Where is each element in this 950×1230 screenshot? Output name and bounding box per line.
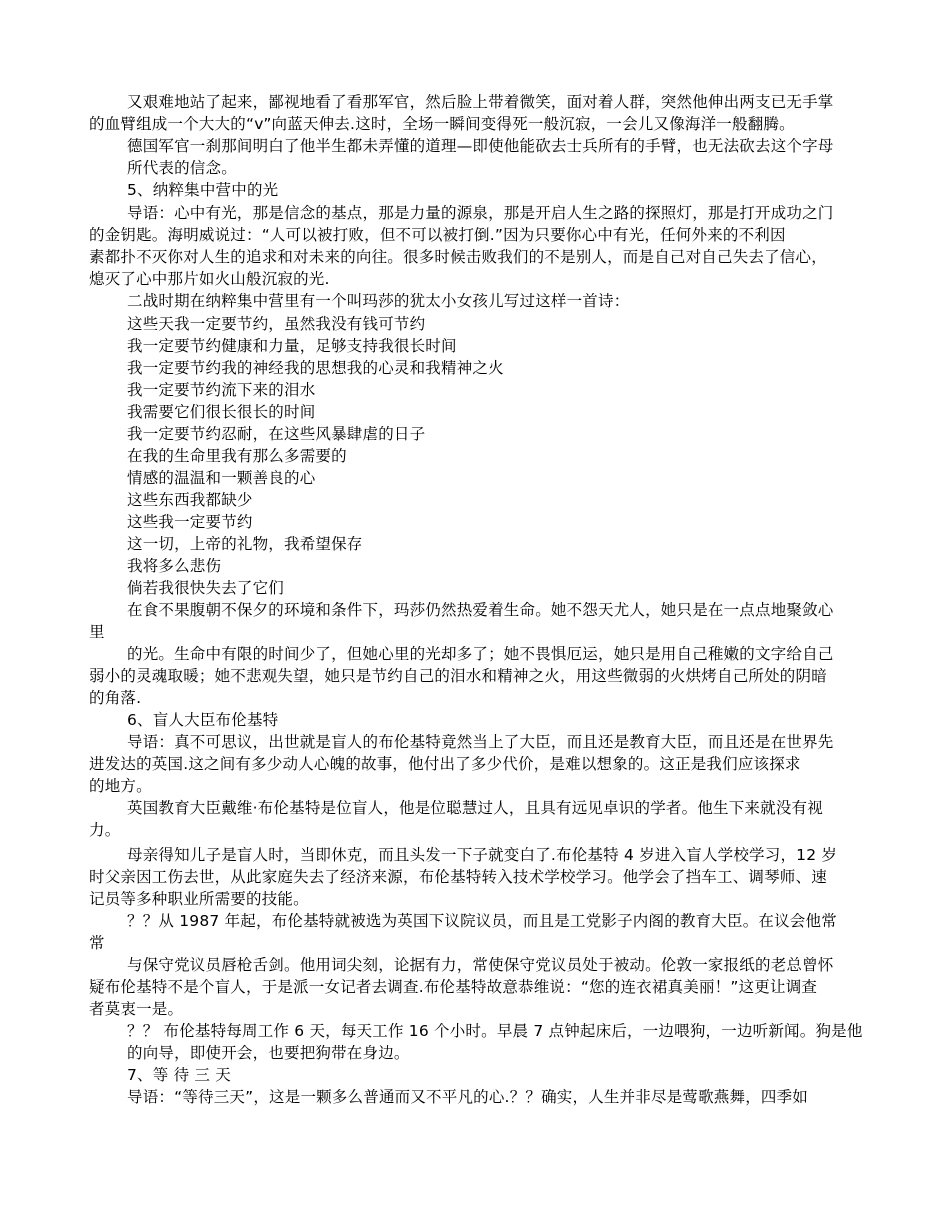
poem-line: 在我的生命里我有那么多需要的 (127, 447, 347, 465)
text-line: 与保守党议员唇枪舌剑。他用词尖刻，论据有力，常使保守党议员处于被动。伦敦一家报纸的老总曾怀 (127, 956, 834, 974)
poem-line: 我一定要节约流下来的泪水 (127, 381, 316, 399)
poem-line: 这些天我一定要节约，虽然我没有钱可节约 (127, 315, 426, 333)
text-line: 英国教育大臣戴维·布伦基特是位盲人，他是位聪慧过人，且具有远见卓识的学者。他生下来就没有视 (127, 799, 823, 817)
text-line: 的金钥匙。海明威说过：“人可以被打败，但不可以被打倒.”因为只要你心中有光，任何外来的不利因 (89, 226, 786, 244)
poem-line: 我一定要节约忍耐，在这些风暴肆虐的日子 (127, 425, 426, 443)
text-line: 的地方。 (89, 777, 152, 795)
text-line: 的光。生命中有限的时间少了，但她心里的光却多了；她不畏惧厄运，她只是用自己稚嫩的文字给自己 (127, 645, 834, 663)
text-line: 导语：心中有光，那是信念的基点，那是力量的源泉，那是开启人生之路的探照灯，那是打开成功之门 (127, 204, 834, 222)
text-line: 常 (89, 934, 105, 952)
poem-line: 这些东西我都缺少 (127, 491, 253, 509)
poem-line: 我需要它们很长很长的时间 (127, 403, 316, 421)
text-line: 二战时期在纳粹集中营里有一个叫玛莎的犹太小女孩儿写过这样一首诗： (127, 292, 630, 310)
text-line: 熄灭了心中那片如火山般沉寂的光. (89, 270, 330, 288)
text-line: 的角落. (89, 689, 142, 707)
text-line: 母亲得知儿子是盲人时，当即休克，而且头发一下子就变白了.布伦基特 4 岁进入盲人学校学习，12 岁 (127, 846, 838, 864)
poem-line: 我将多么悲伤 (127, 557, 222, 575)
text-line: ？？从 1987 年起，布伦基特就被选为英国下议院议员，而且是工党影子内阁的教育大臣。在议会他常 (127, 912, 837, 930)
text-line: 记员等多种职业所需要的技能。 (89, 890, 309, 908)
poem-line: 这些我一定要节约 (127, 513, 253, 531)
text-line: 又艰难地站了起来，鄙视地看了看那军官，然后脸上带着微笑，面对着人群，突然他伸出两支已无手掌 (127, 93, 834, 111)
text-line: 在食不果腹朝不保夕的环境和条件下，玛莎仍然热爱着生命。她不怨天尤人，她只是在一点点地聚敛心 (127, 601, 834, 619)
poem-line: 我一定要节约我的神经我的思想我的心灵和我精神之火 (127, 359, 504, 377)
text-line: ？？ 布伦基特每周工作 6 天，每天工作 16 个小时。早晨 7 点钟起床后，一边喂狗，一边听新闻。狗是他 (127, 1022, 863, 1040)
text-line: 时父亲因工伤去世，从此家庭失去了经济来源，布伦基特转入技术学校学习。他学会了挡车工、调琴师、速 (89, 868, 827, 886)
section-heading: 7、等 待 三 天 (127, 1066, 231, 1084)
section-heading: 5、纳粹集中营中的光 (127, 181, 279, 199)
text-line: 导语：真不可思议，出世就是盲人的布伦基特竟然当上了大臣，而且还是教育大臣，而且还是在世界先 (127, 733, 834, 751)
text-line: 导语：“等待三天”，这是一颗多么普通而又不平凡的心.？？确实，人生并非尽是莺歌燕舞，四季如 (127, 1088, 808, 1106)
text-line: 疑布伦基特不是个盲人，于是派一女记者去调查.布伦基特故意恭维说：“您的连衣裙真美丽！”这更让调查 (89, 978, 818, 996)
text-line: 的向导，即使开会，也要把狗带在身边。 (127, 1044, 410, 1062)
text-line: 里 (89, 623, 105, 641)
text-line: 进发达的英国.这之间有多少动人心魄的故事，他付出了多少代价，是难以想象的。这正是我们应该探求 (89, 755, 801, 773)
poem-line: 情感的温温和一颗善良的心 (127, 469, 316, 487)
text-line: 者莫衷一是。 (89, 1000, 184, 1018)
poem-line: 这一切，上帝的礼物，我希望保存 (127, 535, 363, 553)
text-line: 力。 (89, 821, 121, 839)
text-line: 所代表的信念。 (127, 159, 237, 177)
text-line: 弱小的灵魂取暖；她不悲观失望，她只是节约自己的泪水和精神之火，用这些微弱的火烘烤自己所处的阴暗 (89, 667, 827, 685)
section-heading: 6、盲人大臣布伦基特 (127, 711, 279, 729)
text-line: 的血臂组成一个大大的“v”向蓝天伸去.这时，全场一瞬间变得死一般沉寂，一会儿又像海洋一般翻腾。 (89, 115, 795, 133)
text-line: 素都扑不灭你对人生的追求和对未来的向往。很多时候击败我们的不是别人，而是自己对自己失去了信心， (89, 248, 827, 266)
text-line: 德国军官一刹那间明白了他半生都未弄懂的道理—即使他能砍去士兵所有的手臂，也无法砍去这个字母 (127, 137, 834, 155)
poem-line: 我一定要节约健康和力量，足够支持我很长时间 (127, 337, 457, 355)
poem-line: 倘若我很快失去了它们 (127, 579, 285, 597)
